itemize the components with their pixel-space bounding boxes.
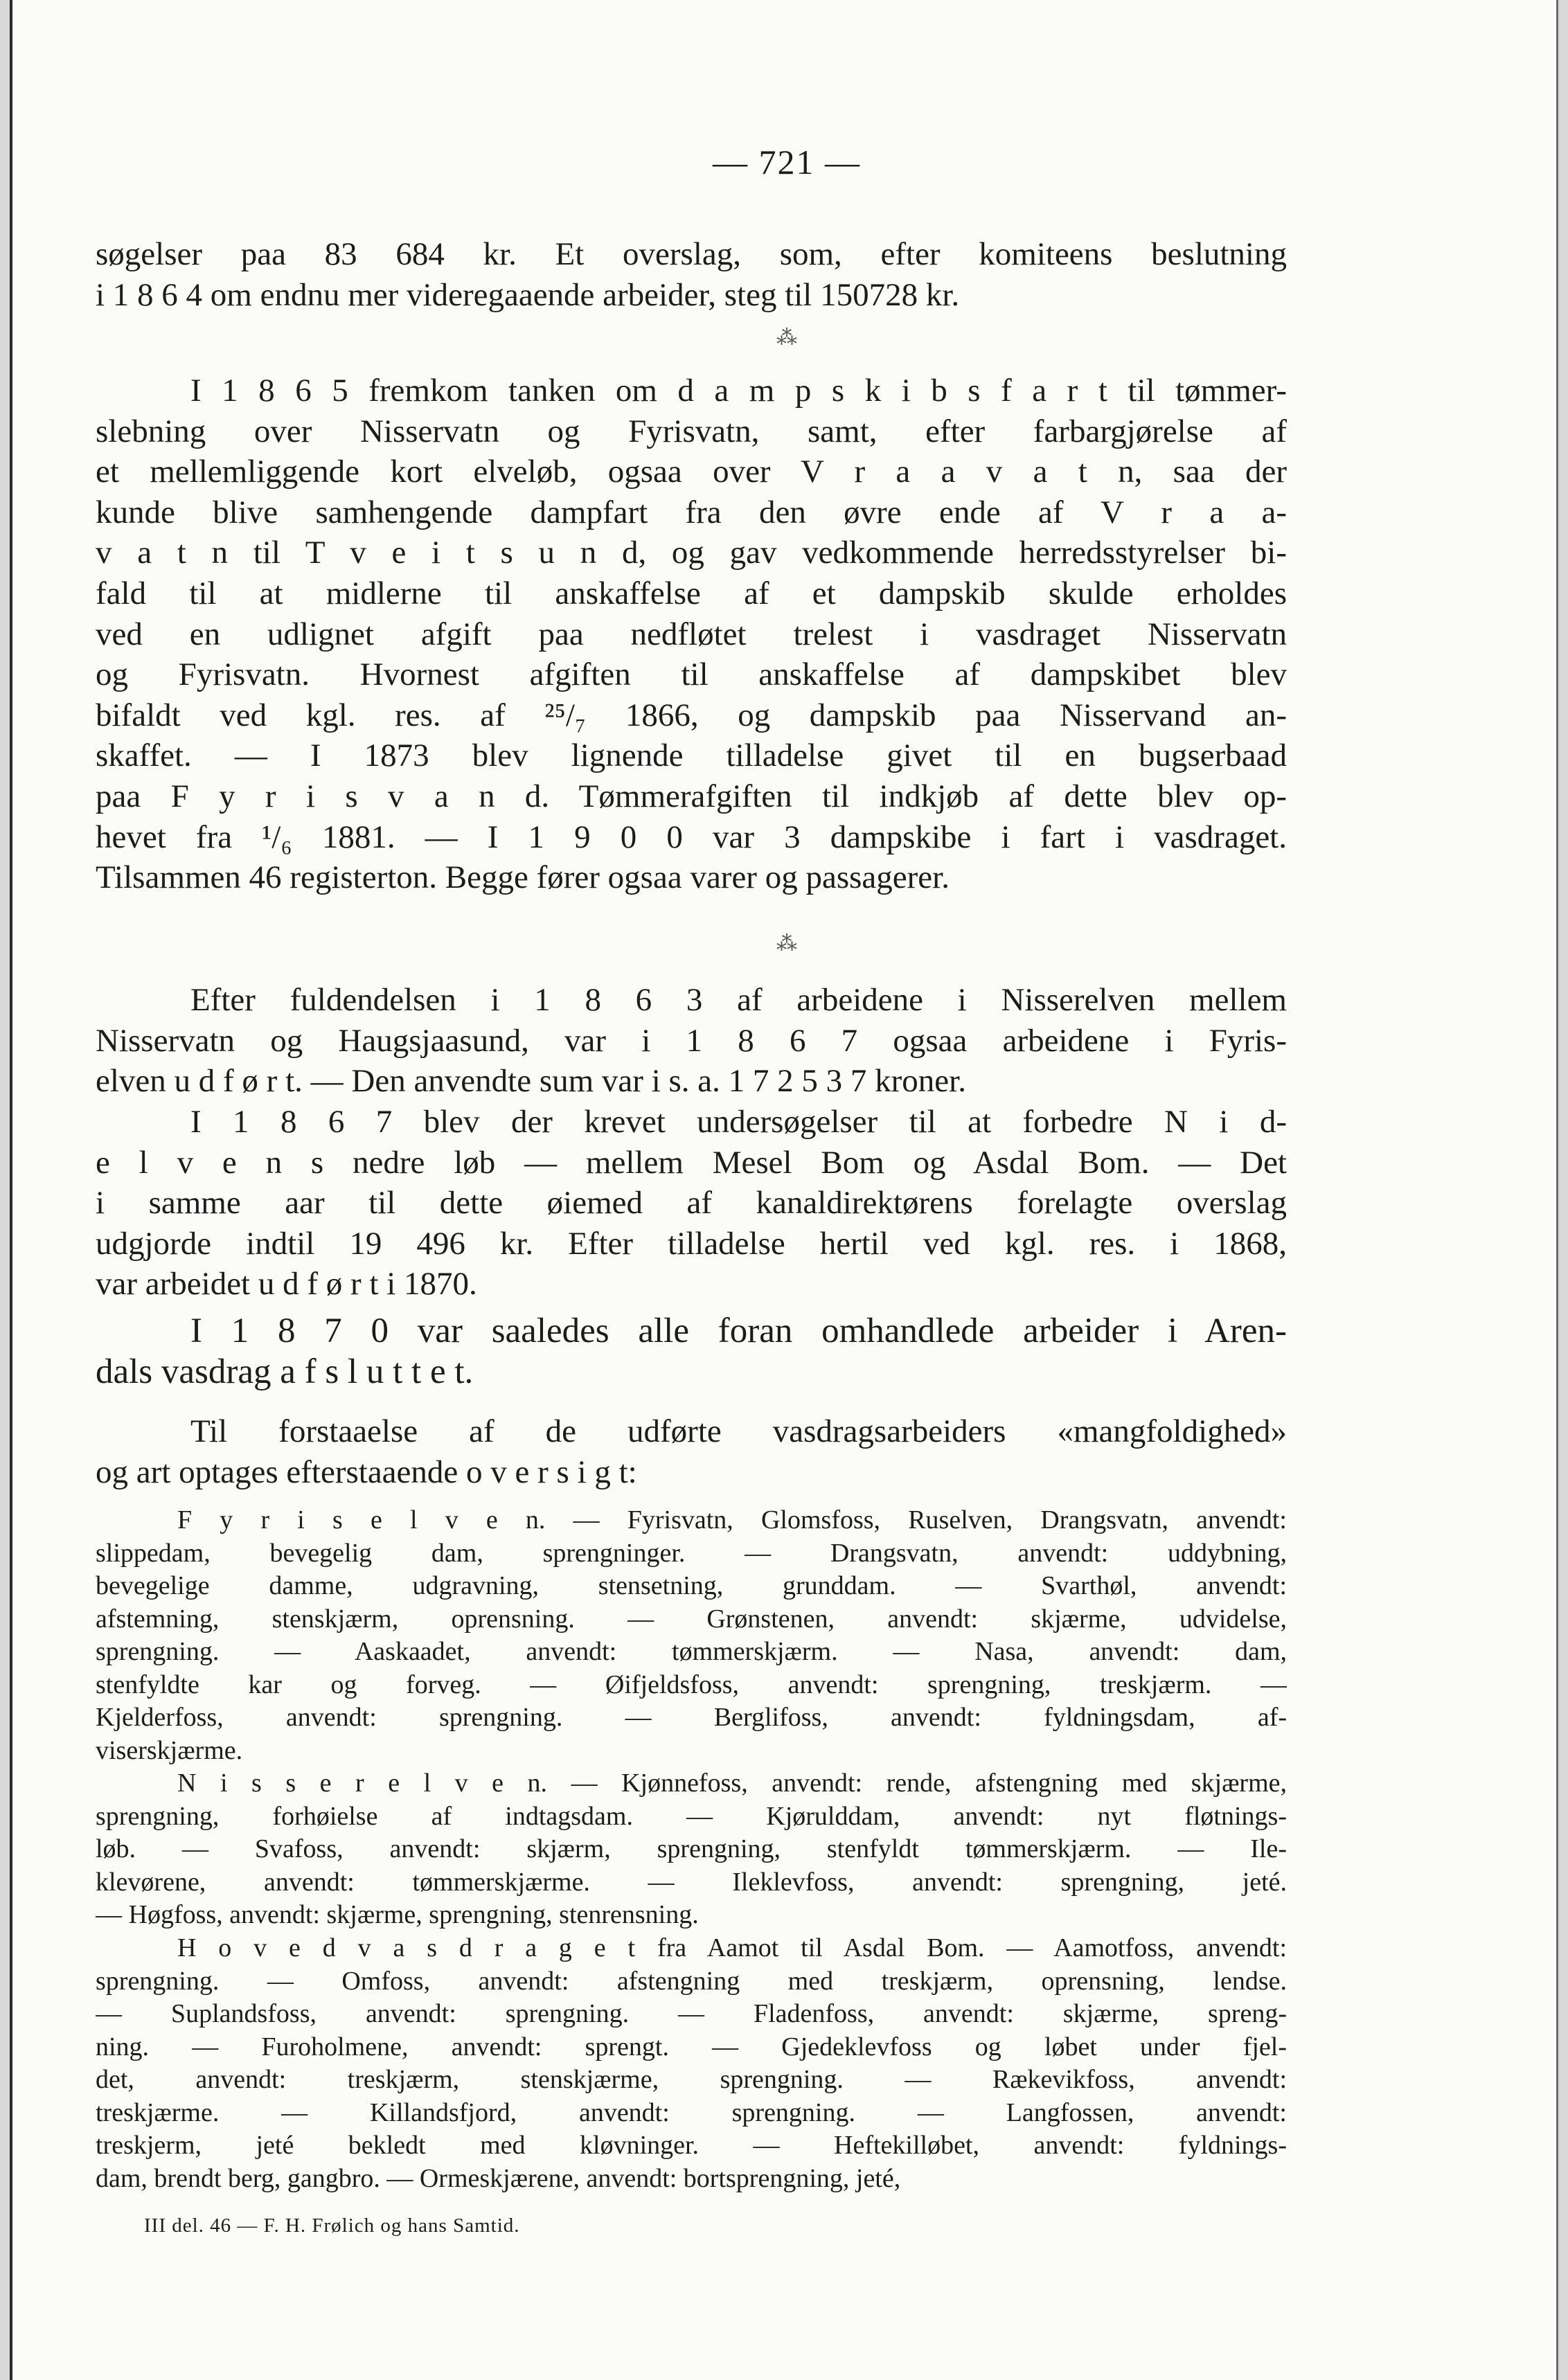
- text-line: Tilsammen 46 registerton. Begge fører ogsaa varer og passagerer.: [96, 859, 950, 896]
- paragraph-fyriselven: [96, 980, 1287, 1102]
- text-line: — Høgfoss, anvendt: skjærme, sprengning, stenrensning.: [96, 1900, 699, 1929]
- text-line: løb. — Svafoss, anvendt: skjærm, sprengning, stenfyldt tømmerskjærm. — Ile-: [96, 1834, 1287, 1863]
- paragraph-continuation: [96, 234, 1287, 315]
- text-line: hevet fra ¹/₆ 1881. — I 1 9 0 0 var 3 dampskibe i fart i vasdraget.: [96, 818, 1287, 855]
- text-line: var arbeidet u d f ø r t i 1870.: [96, 1266, 477, 1303]
- text-line: v a t n til T v e i t s u n d, og gav vedkommende herredsstyrelser bi-: [96, 535, 1287, 571]
- text-line: Nisservatn og Haugsjaasund, var i 1 8 6 7 ogsaa arbeidene i Fyris-: [96, 1022, 1287, 1059]
- signature-line: III del. 46 — F. H. Frølich og hans Samtid.: [144, 2215, 520, 2237]
- text-line: — Suplandsfoss, anvendt: sprengning. — Fladenfoss, anvendt: skjærme, spreng-: [96, 1999, 1287, 2028]
- text-line: paa F y r i s v a n d. Tømmerafgiften til indkjøb af dette blev op-: [96, 778, 1287, 814]
- text-line: i 1 8 6 4 om endnu mer videregaaende arbeider, steg til 150728 kr.: [96, 276, 960, 313]
- text-line: N i s s e r e l v e n. — Kjønnefoss, anvendt: rende, afstengning med skjærme,: [177, 1769, 1287, 1798]
- text-line: treskjærme. — Killandsfjord, anvendt: sprengning. — Langfossen, anvendt:: [96, 2097, 1287, 2127]
- text-line: og art optages efterstaaende o v e r s i g t:: [96, 1453, 637, 1490]
- text-line: stenfyldte kar og forveg. — Øifjeldsfoss, anvendt: sprengning, treskjærm. —: [96, 1670, 1287, 1699]
- text-line: i samme aar til dette øiemed af kanaldirektørens forelagte overslag: [96, 1185, 1287, 1222]
- text-line: udgjorde indtil 19 496 kr. Efter tilladelse hertil ved kgl. res. i 1868,: [96, 1225, 1287, 1262]
- text-line: e l v e n s nedre løb — mellem Mesel Bom og Asdal Bom. — Det: [96, 1144, 1287, 1181]
- text-line: et mellemliggende kort elveløb, ogsaa over V r a a v a t n, saa der: [96, 454, 1287, 490]
- text-line: Efter fuldendelsen i 1 8 6 3 af arbeidene i Nisserelven mellem: [190, 982, 1287, 1018]
- text-line: slippedam, bevegelig dam, sprengninger. — Drangsvatn, anvendt: uddybning,: [96, 1538, 1287, 1568]
- paragraph-dampskibsfart: [96, 370, 1287, 898]
- text-line: bevegelige damme, udgravning, stensetning, grunddam. — Svarthøl, anvendt:: [96, 1571, 1287, 1600]
- section-separator: ⁂: [776, 326, 797, 349]
- text-line: H o v e d v a s d r a g e t fra Aamot til Asdal Bom. — Aamotfoss, anvendt:: [177, 1933, 1287, 1962]
- text-line: I 1 8 7 0 var saaledes alle foran omhandlede arbeider i Aren-: [190, 1312, 1287, 1350]
- oversigt-fyriselven: [96, 1504, 1287, 1767]
- text-line: elven u d f ø r t. — Den anvendte sum var i s. a. 1 7 2 5 3 7 kroner.: [96, 1063, 966, 1100]
- text-line: F y r i s e l v e n. — Fyrisvatn, Glomsfoss, Ruselven, Drangsvatn, anvendt:: [177, 1505, 1287, 1535]
- text-line: ved en udlignet afgift paa nedfløtet trelest i vasdraget Nisservatn: [96, 616, 1287, 652]
- section-separator: ⁂: [776, 932, 797, 955]
- text-line: og Fyrisvatn. Hvornest afgiften til anskaffelse af dampskibet blev: [96, 656, 1287, 693]
- text-line: I 1 8 6 7 blev der krevet undersøgelser til at forbedre N i d-: [190, 1104, 1287, 1140]
- text-line: treskjerm, jeté bekledt med kløvninger. — Heftekilløbet, anvendt: fyldnings-: [96, 2131, 1287, 2160]
- text-line: søgelser paa 83 684 kr. Et overslag, som, efter komiteens beslutning: [96, 236, 1287, 272]
- text-line: skaffet. — I 1873 blev lignende tilladelse givet til en bugserbaad: [96, 737, 1287, 774]
- text-line: viserskjærme.: [96, 1735, 243, 1765]
- text-line: bifaldt ved kgl. res. af ²⁵/₇ 1866, og dampskib paa Nisservand an-: [96, 697, 1287, 733]
- text-line: Kjelderfoss, anvendt: sprengning. — Berglifoss, anvendt: fyldningsdam, af-: [96, 1703, 1287, 1732]
- text-line: I 1 8 6 5 fremkom tanken om d a m p s k i b s f a r t til tømmer-: [190, 373, 1287, 409]
- text-line: sprengning. — Aaskaadet, anvendt: tømmerskjærm. — Nasa, anvendt: dam,: [96, 1637, 1287, 1666]
- text-line: dals vasdrag a f s l u t t e t.: [96, 1352, 474, 1391]
- text-line: fald til at midlerne til anskaffelse af et dampskib skulde erholdes: [96, 575, 1287, 611]
- paragraph-afsluttet: [96, 1311, 1287, 1392]
- text-line: klevørene, anvendt: tømmerskjærme. — Ileklevfoss, anvendt: sprengning, jeté.: [96, 1867, 1287, 1897]
- text-line: afstemning, stenskjærm, oprensning. — Grønstenen, anvendt: skjærme, udvidelse,: [96, 1604, 1287, 1634]
- text-line: ning. — Furoholmene, anvendt: sprengt. — Gjedeklevfoss og løbet under fjel-: [96, 2032, 1287, 2061]
- text-line: slebning over Nisservatn og Fyrisvatn, samt, efter farbargjørelse af: [96, 413, 1287, 449]
- page-number: — 721 —: [713, 143, 861, 181]
- paragraph-nidelvens: [96, 1102, 1287, 1305]
- text-line: Til forstaaelse af de udførte vasdragsarbeiders «mangfoldighed»: [190, 1413, 1287, 1449]
- oversigt-nisserelven: [96, 1767, 1287, 1932]
- text-line: det, anvendt: treskjærm, stenskjærme, sprengning. — Rækevikfoss, anvendt:: [96, 2065, 1287, 2094]
- oversigt-hovedvasdraget: [96, 1932, 1287, 2195]
- book-page: [10, 0, 1558, 2380]
- text-line: sprengning. — Omfoss, anvendt: afstengning med treskjærm, oprensning, lendse.: [96, 1966, 1287, 1996]
- text-line: dam, brendt berg, gangbro. — Ormeskjærene, anvendt: bortsprengning, jeté,: [96, 2163, 901, 2193]
- text-line: kunde blive samhengende dampfart fra den øvre ende af V r a a-: [96, 494, 1287, 530]
- paragraph-oversigt-intro: [96, 1411, 1287, 1492]
- text-line: sprengning, forhøielse af indtagsdam. — Kjørulddam, anvendt: nyt fløtnings-: [96, 1801, 1287, 1831]
